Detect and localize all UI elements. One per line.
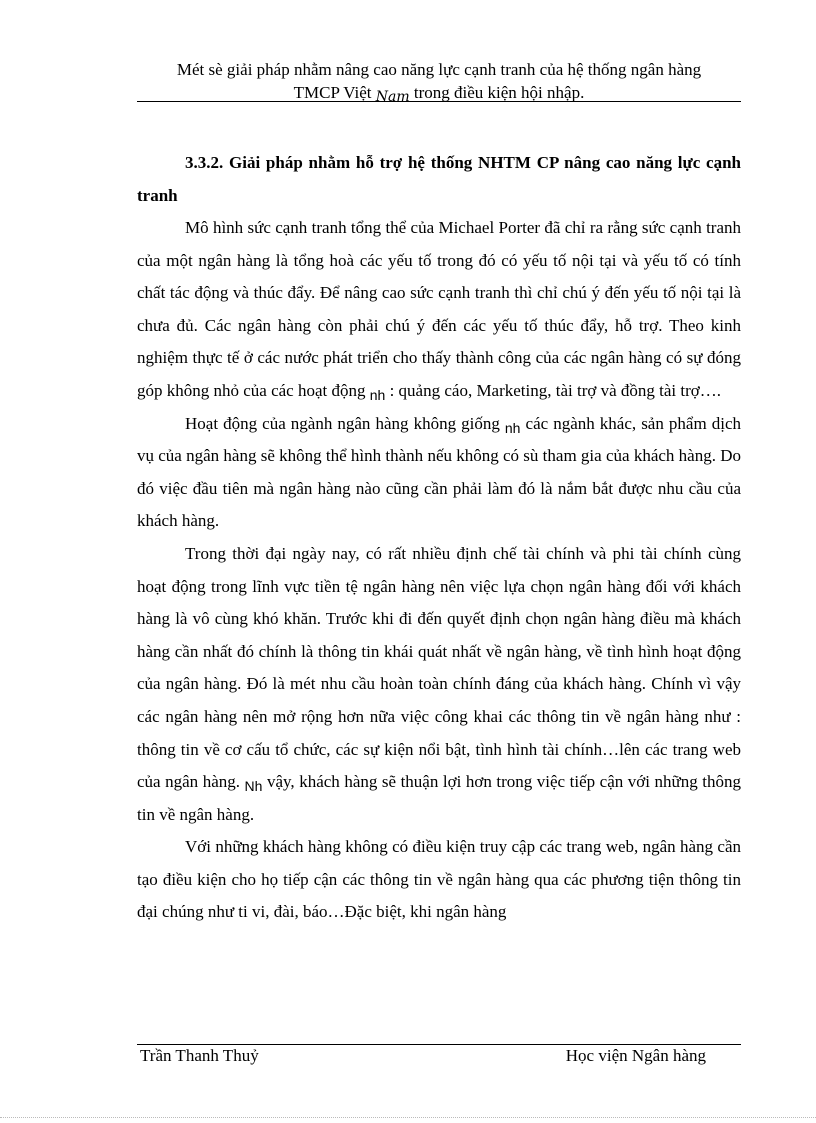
paragraph-2-text-a: Hoạt động của ngành ngân hàng không giống bbox=[185, 413, 505, 433]
paragraph-1-fragment: nh bbox=[369, 386, 386, 403]
footer-institution: Học viện Ngân hàng bbox=[565, 1046, 706, 1065]
header-line-2-end: trong điều kiện hội nhập. bbox=[409, 83, 585, 102]
header-rule bbox=[137, 101, 741, 102]
paragraph-3-fragment: Nh bbox=[244, 778, 263, 795]
header-line-2-start: TMCP Việt bbox=[293, 83, 376, 102]
paragraph-3-text-b: vậy, khách hàng sẽ thuận lợi hơn trong việc tiếp cận với những thông tin về ngân hàng. bbox=[137, 772, 741, 824]
page-header bbox=[137, 58, 741, 106]
paragraph-1-text-b: : quảng cáo, Marketing, tài trợ và đồng tài trợ…. bbox=[385, 380, 722, 400]
paragraph-2 bbox=[137, 408, 741, 538]
page-edge-divider bbox=[0, 1117, 816, 1118]
paragraph-4: Với những khách hàng không có điều kiện truy cập các trang web, ngân hàng cần tạo điều kiện cho họ tiếp cận các thông tin về ngân hàng qua các phương tiện thông tin đại chúng như ti vi, đài, báo…Đặc biệt, khi ngân hàng bbox=[137, 837, 741, 922]
paragraph-2-text-b: các ngành khác, sản phẩm dịch vụ của ngân hàng sẽ không thể hình thành nếu không có sù tham gia của khách hàng. Do đó việc đầu tiên mà ngân hàng nào cũng cần phải làm đó là nắm bắt được nhu cầu của khách hàng. bbox=[137, 413, 741, 531]
header-line-1: Mét sè giải pháp nhằm nâng cao năng lực cạnh tranh của hệ thống ngân hàng bbox=[176, 60, 702, 79]
footer-author: Trần Thanh Thuỷ bbox=[140, 1046, 259, 1065]
paragraph-2-fragment: nh bbox=[504, 419, 521, 436]
section-heading: 3.3.2. Giải pháp nhằm hỗ trợ hệ thống NHTM CP nâng cao năng lực cạnh tranh bbox=[137, 153, 741, 205]
paragraph-3 bbox=[137, 538, 741, 831]
paragraph-3-text-a: Trong thời đại ngày nay, có rất nhiều định chế tài chính và phi tài chính cùng hoạt động trong lĩnh vực tiền tệ ngân hàng nên việc lựa chọn ngân hàng đối với khách hàng là vô cùng khó khăn. Trước khi đi đến quyết định chọn ngân hàng điều mà khách hàng cần nhất đó chính là thông tin khái quát nhất về ngân hàng, về tình hình hoạt động của ngân hàng. Đó là mét nhu cầu hoàn toàn chính đáng của khách hàng. Chính vì vậy các ngân hàng nên mở rộng hơn nữa việc công khai các thông tin về ngân hàng như : thông tin về cơ cấu tổ chức, các sự kiện nổi bật, tình hình tài chính…lên các trang web của ngân hàng. bbox=[137, 543, 741, 792]
paragraph-1-text-a: Mô hình sức cạnh tranh tổng thể của Michael Porter đã chỉ ra rằng sức cạnh tranh của một ngân hàng là tổng hoà các yếu tố trong đó có yếu tố nội tại và yếu tố có tính chất tác động và thúc đẩy. Để nâng cao sức cạnh tranh thì chỉ chú ý đến yếu tố nội tại là chưa đủ. Các ngân hàng còn phải chú ý đến các yếu tố thúc đẩy, hỗ trợ. Theo kinh nghiệm thực tế ở các nước phát triển cho thấy thành công của các ngân hàng có sự đóng góp không nhỏ của các hoạt động bbox=[137, 218, 741, 400]
header-line-2-odd-glyph: Nam bbox=[375, 89, 410, 105]
paragraph-1 bbox=[137, 212, 741, 408]
header-line-2 bbox=[137, 81, 741, 106]
page-body bbox=[137, 146, 741, 929]
